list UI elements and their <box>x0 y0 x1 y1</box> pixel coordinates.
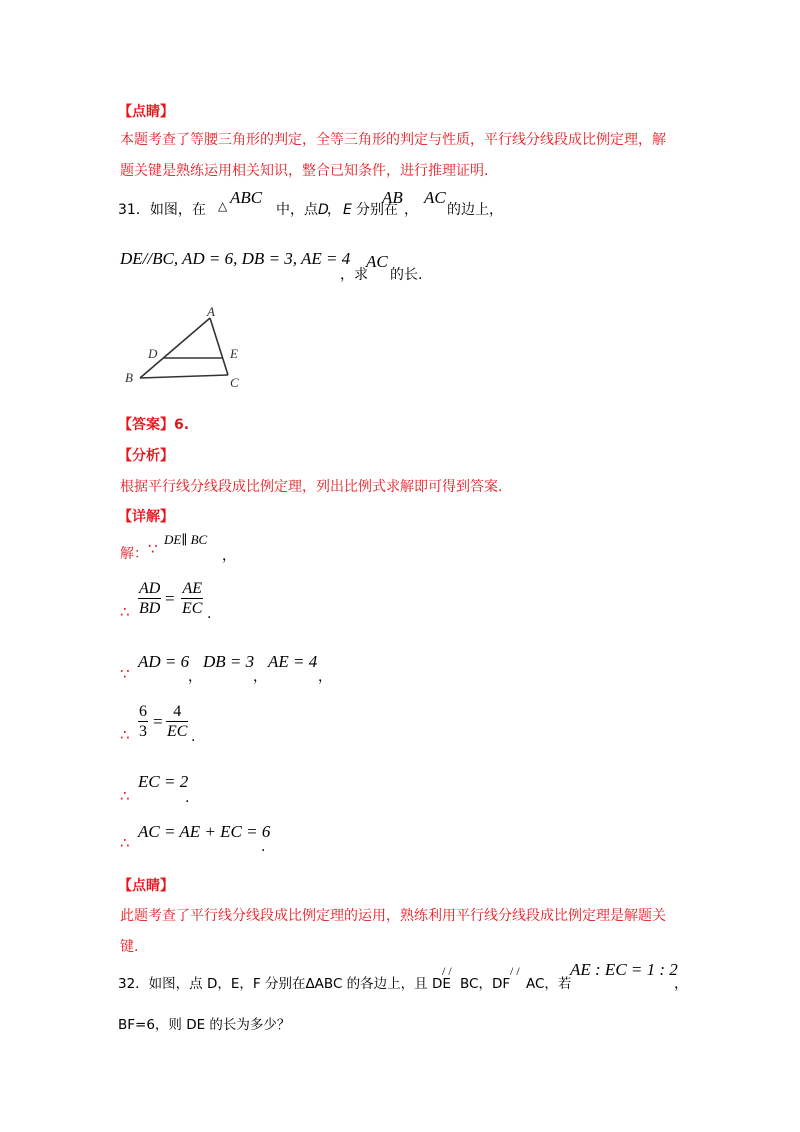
side-bc <box>140 375 228 378</box>
dianjing-text-line-2: 题关键是熟练运用相关知识，整合已知条件，进行推理证明. <box>120 163 489 179</box>
because-symbol-2: ∵ <box>120 665 130 683</box>
therefore-symbol-4: ∴ <box>120 834 130 852</box>
fraction-numerator: AD <box>139 580 161 597</box>
q32-part1: 32．如图，点 D，E，F 分别在ΔABC 的各边上，且 DE <box>118 976 451 992</box>
q31-ask-post: 的长. <box>390 267 423 283</box>
fraction-denominator: EC <box>182 600 203 617</box>
q31-split-text: 分别在 <box>356 202 398 218</box>
q31-ask-pre: ，求 <box>340 267 368 283</box>
step4-period: . <box>191 729 196 745</box>
q31-mid-text: 中，点 <box>276 202 318 218</box>
triangle-symbol: △ <box>218 199 228 213</box>
q32-ratio: AE : EC = 1 : 2 <box>570 960 678 979</box>
q32-tail: ， <box>674 976 688 992</box>
step2-period: . <box>207 606 212 622</box>
step5-ec: EC = 2 <box>138 772 189 791</box>
q31-sep: ， <box>327 202 341 218</box>
label-a: A <box>207 304 215 319</box>
parallel-symbol-1: / / <box>442 964 452 978</box>
triangle-figure <box>118 300 258 400</box>
step3-db: DB = 3 <box>203 652 255 671</box>
analysis-text: 根据平行线分线段成比例定理，列出比例式求解即可得到答案. <box>120 479 503 495</box>
fraction-ad-bd <box>138 579 161 618</box>
q32-line2: BF=6，则 DE 的长为多少？ <box>118 1017 291 1033</box>
answer-tag: 【答案】6. <box>118 417 190 433</box>
therefore-symbol-1: ∴ <box>120 603 130 621</box>
fraction-denominator: 3 <box>139 723 147 740</box>
q31-seg-ac: AC <box>424 188 446 207</box>
fraction-ae-ec <box>181 579 203 618</box>
label-c: C <box>230 375 239 390</box>
fraction-4-ec <box>166 702 188 741</box>
therefore-symbol-3: ∴ <box>120 787 130 805</box>
label-d: D <box>148 346 158 361</box>
step3-ae: AE = 4 <box>268 652 318 671</box>
q31-point-d: D <box>318 202 329 218</box>
label-b: B <box>125 370 133 385</box>
step3-ad: AD = 6 <box>138 652 190 671</box>
parallel-symbol-2: / / <box>510 964 520 978</box>
dianjing-text-line-1: 本题考查了等腰三角形的判定，全等三角形的判定与性质，平行线分线段成比例定理，解 <box>120 132 666 148</box>
q31-ask-seg: AC <box>366 252 388 271</box>
label-e: E <box>230 346 238 361</box>
step1-expr: DE∥ BC <box>164 532 208 547</box>
q31-number: 31．如图，在 <box>118 202 206 218</box>
step1-tail: ， <box>222 548 236 564</box>
fraction-numerator: 6 <box>139 703 147 720</box>
analysis-tag: 【分析】 <box>118 448 174 464</box>
dianjing2-text-line-1: 此题考查了平行线分线段成比例定理的运用，熟练利用平行线分线段成比例定理是解题关 <box>120 908 666 924</box>
equals-sign: = <box>165 589 175 608</box>
step6-ac: AC = AE + EC = 6 <box>138 822 271 841</box>
step6-period: . <box>261 839 266 855</box>
fraction-denominator: BD <box>139 600 161 617</box>
q32-part2: BC，DF <box>460 976 511 992</box>
step3-comma-2: ， <box>253 669 267 685</box>
therefore-symbol-2: ∴ <box>120 726 130 744</box>
step5-period: . <box>185 790 190 806</box>
solution-intro: 解： <box>120 546 148 562</box>
step3-comma-1: ， <box>188 669 202 685</box>
q31-given: DE//BC, AD = 6, DB = 3, AE = 4 <box>120 249 351 268</box>
q31-comma: ， <box>404 202 418 218</box>
q32-part3: AC，若 <box>526 976 572 992</box>
q31-triangle-name: ABC <box>230 188 263 207</box>
dianjing2-text-line-2: 键. <box>120 939 139 955</box>
q31-seg-ab: AB <box>382 188 403 207</box>
section-tag-dianjing-2: 【点睛】 <box>118 878 174 894</box>
q31-point-e: E <box>343 202 352 218</box>
q31-end-text: 的边上， <box>447 202 503 218</box>
because-symbol: ∵ <box>148 540 158 558</box>
fraction-6-3 <box>138 702 148 741</box>
fraction-denominator: EC <box>167 723 188 740</box>
fraction-numerator: AE <box>182 580 202 597</box>
step3-comma-3: ， <box>318 669 332 685</box>
section-tag-dianjing-1: 【点睛】 <box>118 104 174 120</box>
detail-tag: 【详解】 <box>118 509 174 525</box>
equals-sign-2: = <box>153 712 163 731</box>
side-ac <box>210 318 228 375</box>
fraction-numerator: 4 <box>173 703 182 720</box>
